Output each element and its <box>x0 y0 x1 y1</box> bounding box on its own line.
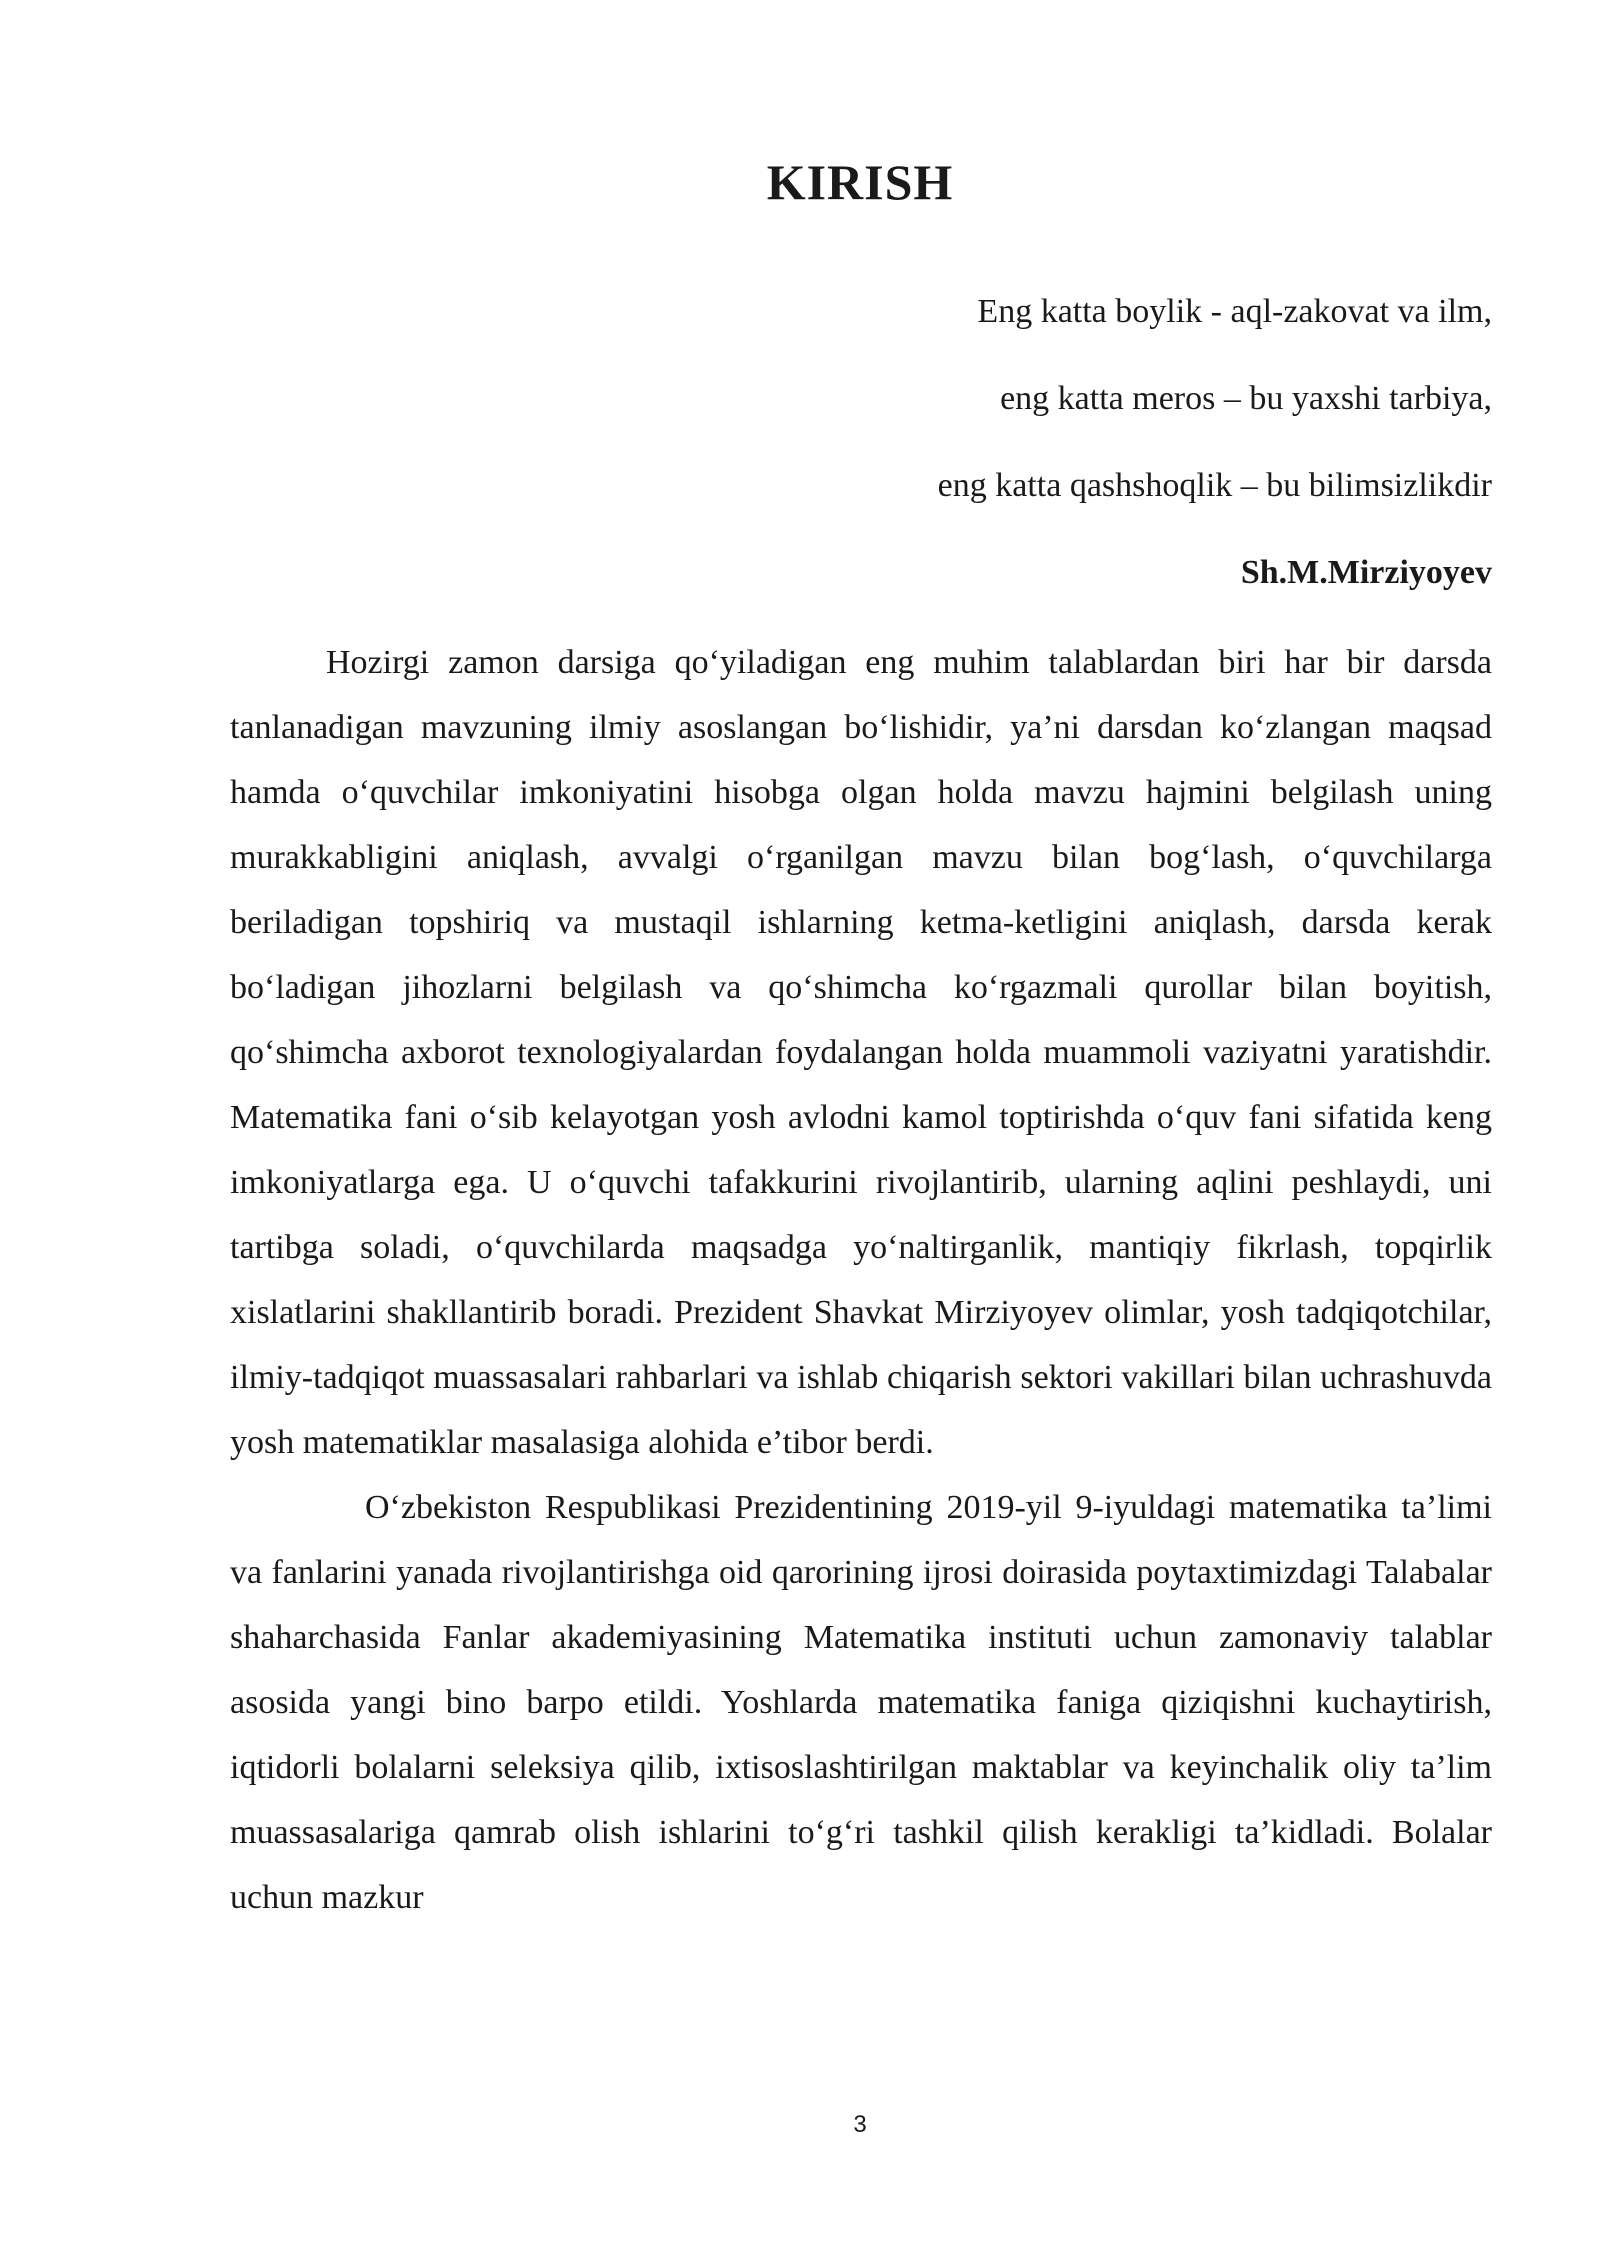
epigraph-line: Eng katta boylik - aql-zakovat va ilm, <box>977 293 1492 330</box>
epigraph-line: eng katta qashshoqlik – bu bilimsizlikdir <box>937 467 1492 504</box>
body-text <box>230 630 1492 1930</box>
epigraph-line: eng katta meros – bu yaxshi tarbiya, <box>1000 380 1492 417</box>
epigraph-author: Sh.M.Mirziyoyev <box>1240 554 1492 591</box>
section-title: KIRISH <box>766 154 954 210</box>
epigraph <box>592 292 1492 593</box>
paragraph: O‘zbekiston Respublikasi Prezidentining 2019-yil 9-iyuldagi matematika ta’limi va fanlarini yanada rivojlantirishga oid qarorining ijrosi doirasida poytaxtimizdagi Talabalar shaharchasida Fanlar akademiyasining Matematika instituti uchun zamonaviy talablar asosida yangi bino barpo etildi. Yoshlarda matematika faniga qiziqishni kuchaytirish, iqtidorli bolalarni seleksiya qilib, ixtisoslashtirilgan maktablar va keyinchalik oliy ta’lim muassasalariga qamrab olish ishlarini to‘g‘ri tashkil qilish kerakligi ta’kidladi. Bolalar uchun mazkur <box>230 1489 1492 1916</box>
paragraph: Hozirgi zamon darsiga qo‘yiladigan eng muhim talablardan biri har bir darsda tanlanadigan mavzuning ilmiy asoslangan bo‘lishidir, ya’ni darsdan ko‘zlangan maqsad hamda o‘quvchilar imkoniyatini hisobga olgan holda mavzu hajmini belgilash uning murakkabligini aniqlash, avvalgi o‘rganilgan mavzu bilan bog‘lash, o‘quvchilarga beriladigan topshiriq va mustaqil ishlarning ketma-ketligini aniqlash, darsda kerak bo‘ladigan jihozlarni belgilash va qo‘shimcha ko‘rgazmali qurollar bilan boyitish, qo‘shimcha axborot texnologiyalardan foydalangan holda muammoli vaziyatni yaratishdir. Matematika fani o‘sib kelayotgan yosh avlodni kamol toptirishda o‘quv fani sifatida keng imkoniyatlarga ega. U o‘quvchi tafakkurini rivojlantirib, ularning aqlini peshlaydi, uni tartibga soladi, o‘quvchilarda maqsadga yo‘naltirganlik, mantiqiy fikrlash, topqirlik xislatlarini shakllantirib boradi. Prezident Shavkat Mirziyoyev olimlar, yosh tadqiqotchilar, ilmiy-tadqiqot muassasalari rahbarlari va ishlab chiqarish sektori vakillari bilan uchrashuvda yosh matematiklar masalasiga alohida e’tibor berdi. <box>230 644 1492 1461</box>
page-number: 3 <box>853 2111 867 2138</box>
